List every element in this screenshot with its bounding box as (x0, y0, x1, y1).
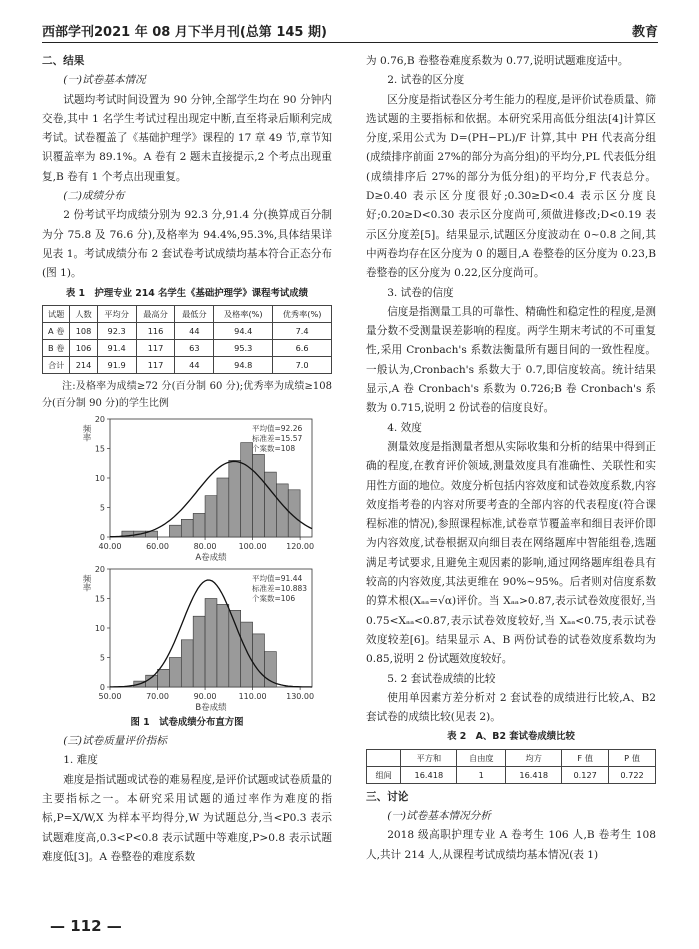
table-1 (42, 305, 332, 374)
histogram-bar (181, 519, 193, 537)
histogram-bar (229, 460, 241, 537)
table-note: 注:及格率为成绩≥72 分(百分制 60 分);优秀率为成绩≥108 分(百分制 90 分)的学生比例 (42, 380, 332, 410)
stats-text: 平均值=92.26 (252, 423, 303, 433)
table-header: 平均分 (97, 305, 136, 322)
histogram-b (42, 563, 332, 713)
histogram-bar (264, 472, 276, 537)
table-cell: 117 (136, 339, 175, 356)
histogram-bar (241, 442, 253, 536)
table-header: F 值 (562, 749, 609, 766)
stats-text: 平均值=91.44 (252, 573, 303, 583)
x-axis-label: A卷成绩 (195, 552, 227, 563)
table-row (43, 356, 332, 373)
paragraph: 2 份考试平均成绩分别为 92.3 分,91.4 分(换算成百分制为分 75.8 及 76.6 分),及格率为 94.4%,95.3%,具体结果详见表 1。考试成绩分布 2 套试卷考试成绩均基本符合正态分布(图 1)。 (42, 209, 332, 280)
paragraph: 难度是指试题或试卷的难易程度,是评价试题或试卷质量的主要指标之一。本研究采用试题的通过率作为难度的指标,P=X/W,X 为样本平均得分,W 为试题总分,当<P0.3 表示试题难度高,0.3<P<0.8 表示试题中等难度,P>0.8 表示试题难度低[3]。A 卷整卷的难度系数 (42, 773, 332, 863)
table-cell: 116 (136, 322, 175, 339)
histogram-bar (276, 484, 288, 537)
journal-issue: 西部学刊2021 年 08 月下半月刊(总第 145 期) (42, 25, 327, 40)
paragraph: 2018 级高职护理专业 A 卷考生 106 人,B 卷考生 108 人,共计 214 人,从课程考试成绩均基本情况(表 1) (366, 829, 656, 861)
x-tick-label: 130.00 (286, 691, 315, 701)
histogram-bar (264, 651, 276, 686)
subsection-title: (一)试卷基本情况 (63, 74, 146, 87)
histogram-bar (193, 513, 205, 537)
table-cell: 16.418 (401, 766, 457, 783)
histogram-bar (217, 604, 229, 687)
histogram-bar (169, 657, 181, 687)
y-axis-label: 频率 (81, 574, 91, 592)
left-column (42, 52, 332, 867)
histogram-bar (193, 616, 205, 687)
running-header (42, 18, 658, 43)
figure-caption: 图 1 试卷成绩分布直方图 (130, 716, 244, 728)
table-header: 均方 (506, 749, 562, 766)
table-header: 试题 (43, 305, 70, 322)
table-header-row (43, 305, 332, 322)
table-cell: 1 (457, 766, 506, 783)
subsection-title: 5. 2 套试卷成绩的比较 (387, 672, 496, 685)
y-tick-label: 5 (99, 503, 105, 513)
table-cell: 106 (70, 339, 97, 356)
y-tick-label: 15 (94, 444, 105, 454)
table-cell: 6.6 (273, 339, 332, 356)
table-cell: 16.418 (506, 766, 562, 783)
subsection-title: 4. 效度 (387, 421, 422, 434)
y-tick-label: 10 (94, 623, 105, 633)
table-cell: 214 (70, 356, 97, 373)
x-tick-label: 110.00 (238, 691, 267, 701)
table-cell: 94.4 (214, 322, 273, 339)
table-header: 平方和 (401, 749, 457, 766)
table-cell: 7.0 (273, 356, 332, 373)
table-row (367, 766, 656, 783)
paragraph: 使用单因素方差分析对 2 套试卷的成绩进行比较,A、B2 套试卷的成绩比较(见表 2)。 (366, 691, 656, 724)
x-tick-label: 80.00 (193, 541, 217, 551)
table-cell: 117 (136, 356, 175, 373)
subsection-title: (三)试卷质量评价指标 (63, 735, 167, 748)
histogram-bar (217, 478, 229, 537)
table-cell: 94.8 (214, 356, 273, 373)
table-cell: 44 (175, 356, 214, 373)
y-tick-label: 15 (94, 594, 105, 604)
histogram-bar (253, 454, 265, 537)
histogram-bar (158, 669, 170, 687)
y-tick-label: 0 (99, 682, 105, 692)
subsection-title: 2. 试卷的区分度 (387, 74, 465, 87)
table-header: 及格率(%) (214, 305, 273, 322)
x-tick-label: 60.00 (146, 541, 169, 551)
x-tick-label: 100.00 (238, 541, 267, 551)
stats-text: 标准差=15.57 (252, 433, 303, 443)
table-header (367, 749, 401, 766)
paragraph: 信度是指测量工具的可靠性、精确性和稳定性的程度,是测量分数不受测量误差影响的程度。两学生期末考试的不可重复性,采用 Cronbach's 系数法衡量所有题目间的一致性程度。一般认为,Cronbach's 系数大于 0.7,即信度较高。统计结果显示,A 卷 Cronbach's 系数为 0.726;B 卷 Cronbach's 系数为 0.715,说明 2 份试卷的信度良好。 (366, 305, 656, 415)
x-tick-label: 70.00 (146, 691, 169, 701)
y-tick-label: 0 (99, 532, 105, 542)
histogram-bar (205, 496, 217, 537)
table-cell: 108 (70, 322, 97, 339)
stats-text: 个案数=108 (252, 443, 296, 453)
table-header: P 值 (609, 749, 656, 766)
stats-text: 标准差=10.883 (252, 583, 308, 593)
table-cell: 91.4 (97, 339, 136, 356)
y-tick-label: 10 (94, 473, 105, 483)
figure-1 (42, 413, 332, 713)
table-header: 最低分 (175, 305, 214, 322)
x-tick-label: 90.00 (193, 691, 217, 701)
table-cell: 组间 (367, 766, 401, 783)
stats-text: 个案数=106 (252, 593, 296, 603)
table-header: 人数 (70, 305, 97, 322)
table-header: 最高分 (136, 305, 175, 322)
histogram-bar (169, 525, 181, 537)
table-cell: 7.4 (273, 322, 332, 339)
histogram-bar (253, 634, 265, 687)
table-cell: 92.3 (97, 322, 136, 339)
subsection-title: 3. 试卷的信度 (387, 286, 454, 299)
page-number: — 112 — (50, 917, 122, 935)
table-cell: B 卷 (43, 339, 70, 356)
y-tick-label: 5 (99, 653, 105, 663)
table-caption: 表 1 护理专业 214 名学生《基础护理学》课程考试成绩 (65, 287, 309, 299)
histogram-bar (181, 640, 193, 687)
section-label: 教育 (631, 25, 658, 40)
paragraph: 测量效度是指测量者想从实际收集和分析的结果中得到正确的程度,在教育评价领域,测量效度具有准确性、关联性和实用性方面的地位。效度分析包括内容效度和试卷效度系数,内容效度指考卷的内容对所要考查的全部内容的代表程度(符合课程标准的情况),参照课程标准,试卷章节覆盖率和细目表评价即为内容效度,试卷根据双向细目表在网络题库中智能组卷,选题满足考试要求,且避免主观因素的影响,通过网络题库组卷具有较高的内容效度,其法更维在 90%~95%。后者则对信度系数的算术根(Xₐₐ=√α)评价。当 Xₐₐ>0.87,表示试卷效度很好,当 0.75<Xₐₐ<0.87,表示试卷效度较好,当 Xₐₐ<0.75,表示试卷效度较差[6]。结果显示 A、B 两份试卷的试卷效度系数均为 0.85,说明 2 份试题效度较好。 (366, 440, 656, 666)
table-cell: 0.127 (562, 766, 609, 783)
table-header-row (367, 749, 656, 766)
histogram-a (42, 413, 332, 563)
histogram-bar (205, 598, 217, 687)
x-tick-label: 50.00 (98, 691, 122, 701)
table-header: 自由度 (457, 749, 506, 766)
x-tick-label: 40.00 (98, 541, 122, 551)
x-tick-label: 120.00 (286, 541, 315, 551)
histogram-bar (241, 622, 253, 687)
subsection-title: (二)成绩分布 (63, 190, 125, 203)
table-cell: 0.722 (609, 766, 656, 783)
y-tick-label: 20 (94, 564, 105, 574)
section-title: 三、讨论 (366, 790, 409, 803)
table-cell: 44 (175, 322, 214, 339)
y-axis-label: 频率 (81, 424, 91, 442)
table-cell: 63 (175, 339, 214, 356)
table-cell: A 卷 (43, 322, 70, 339)
section-title: 二、结果 (42, 55, 85, 67)
table-caption: 表 2 A、B2 套试卷成绩比较 (447, 731, 575, 743)
paragraph: 试题均考试时间设置为 90 分钟,全部学生均在 90 分钟内交卷,其中 1 名学生考试过程出现定中断,直至将录后顺利完成考试。试卷覆盖了《基础护理学》课程的 17 章 49 节,章节知识覆盖率为 89.1%。A 卷有 2 题未直接提示,2 个考点出现重复,B 卷有 1 个考点出现重复。 (42, 93, 332, 183)
right-column (366, 52, 656, 865)
y-tick-label: 20 (94, 414, 105, 424)
table-cell: 91.9 (97, 356, 136, 373)
table-header: 优秀率(%) (273, 305, 332, 322)
subsection-title: 1. 难度 (63, 754, 98, 767)
subsection-title: (一)试卷基本情况分析 (387, 809, 491, 822)
table-cell: 合计 (43, 356, 70, 373)
table-2 (366, 749, 656, 784)
paragraph: 区分度是指试卷区分考生能力的程度,是评价试卷质量、筛选试题的主要指标和依据。本研究采用高低分组法[4]计算区分度,采用公式为 D=(PH−PL)/F 计算,其中 PH 代表高分组(成绩排序前面 27%的部分为高分组)的平均分,PL 代表低分组(成绩排序后 27%的部分为低分组)的平均分,F 代表总分。D≥0.40 表示区分度很好;0.30≥D<0.4 表示区分度良好;0.20≥D<0.30 表示区分度尚可,须做进修改;D<0.19 表示区分度差[5]。结果显示,试题区分度波动在 0~0.8 之间,其中两卷均存在区分度为 0 的题目,A 卷整卷的区分度为 0.23,B 卷整卷的区分度为 0.22,区分度尚可。 (366, 93, 656, 280)
table-cell: 95.3 (214, 339, 273, 356)
paragraph: 为 0.76,B 卷整卷难度系数为 0.77,说明试题难度适中。 (366, 55, 629, 67)
table-row (43, 322, 332, 339)
table-row (43, 339, 332, 356)
x-axis-label: B卷成绩 (195, 702, 227, 713)
